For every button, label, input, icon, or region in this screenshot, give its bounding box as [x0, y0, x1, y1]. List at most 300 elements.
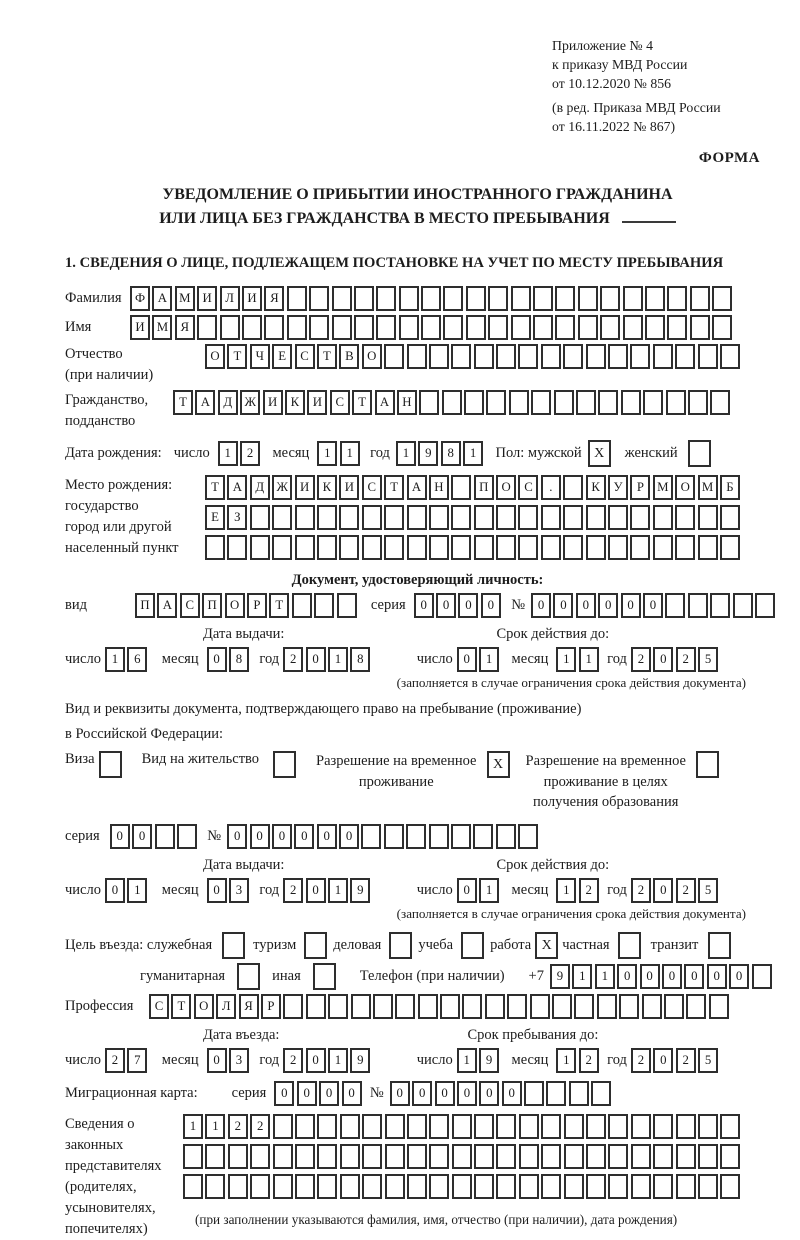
char-cell[interactable] — [698, 344, 718, 369]
char-cell[interactable] — [442, 390, 462, 415]
char-cell[interactable]: 7 — [127, 1048, 147, 1073]
char-cell[interactable] — [524, 1081, 544, 1106]
char-cell[interactable]: И — [307, 390, 327, 415]
char-cell[interactable]: Т — [269, 593, 289, 618]
char-cell[interactable] — [292, 593, 312, 618]
char-cell[interactable] — [317, 1174, 337, 1199]
char-cell[interactable]: И — [130, 315, 150, 340]
checkbox-male[interactable]: X — [588, 440, 611, 467]
char-cell[interactable] — [733, 593, 753, 618]
char-cell[interactable]: О — [675, 475, 695, 500]
char-cell[interactable] — [250, 535, 270, 560]
char-cell[interactable] — [555, 286, 575, 311]
char-cell[interactable]: 1 — [127, 878, 147, 903]
char-cell[interactable]: А — [227, 475, 247, 500]
char-cell[interactable]: Р — [630, 475, 650, 500]
char-cell[interactable] — [665, 593, 685, 618]
char-cell[interactable]: 1 — [556, 1048, 576, 1073]
char-cell[interactable] — [600, 315, 620, 340]
char-cell[interactable]: О — [194, 994, 214, 1019]
char-cell[interactable] — [451, 475, 471, 500]
char-cell[interactable] — [676, 1144, 696, 1169]
char-cell[interactable]: 0 — [729, 964, 749, 989]
char-cell[interactable] — [317, 505, 337, 530]
char-cell[interactable] — [676, 1114, 696, 1139]
char-cell[interactable] — [287, 286, 307, 311]
char-cell[interactable] — [376, 286, 396, 311]
char-cell[interactable]: 0 — [274, 1081, 294, 1106]
char-cell[interactable]: 1 — [328, 878, 348, 903]
char-cell[interactable]: П — [202, 593, 222, 618]
char-cell[interactable] — [272, 535, 292, 560]
char-cell[interactable] — [183, 1144, 203, 1169]
char-cell[interactable] — [586, 1144, 606, 1169]
char-cell[interactable]: 0 — [110, 824, 130, 849]
char-cell[interactable] — [407, 1114, 427, 1139]
char-cell[interactable]: Я — [175, 315, 195, 340]
char-cell[interactable] — [675, 505, 695, 530]
char-cell[interactable] — [373, 994, 393, 1019]
char-cell[interactable] — [283, 994, 303, 1019]
char-cell[interactable]: 0 — [458, 593, 478, 618]
char-cell[interactable] — [688, 593, 708, 618]
char-cell[interactable]: 2 — [283, 647, 303, 672]
char-cell[interactable] — [619, 994, 639, 1019]
char-cell[interactable] — [546, 1081, 566, 1106]
char-cell[interactable] — [541, 505, 561, 530]
char-cell[interactable] — [643, 390, 663, 415]
char-cell[interactable] — [486, 390, 506, 415]
char-cell[interactable] — [384, 824, 404, 849]
char-cell[interactable]: М — [698, 475, 718, 500]
char-cell[interactable] — [273, 1114, 293, 1139]
char-cell[interactable] — [474, 1174, 494, 1199]
char-cell[interactable] — [407, 505, 427, 530]
char-cell[interactable] — [496, 1174, 516, 1199]
char-cell[interactable]: 0 — [390, 1081, 410, 1106]
char-cell[interactable] — [509, 390, 529, 415]
char-cell[interactable] — [250, 1144, 270, 1169]
phone-cells[interactable] — [550, 964, 774, 989]
char-cell[interactable] — [488, 286, 508, 311]
char-cell[interactable] — [608, 1144, 628, 1169]
char-cell[interactable] — [328, 994, 348, 1019]
birth-year-cells[interactable] — [396, 441, 486, 466]
char-cell[interactable] — [488, 315, 508, 340]
doc-valid-month-cells[interactable] — [556, 647, 601, 672]
char-cell[interactable] — [399, 315, 419, 340]
char-cell[interactable]: 3 — [229, 878, 249, 903]
char-cell[interactable] — [339, 535, 359, 560]
char-cell[interactable] — [698, 505, 718, 530]
char-cell[interactable]: 1 — [457, 1048, 477, 1073]
char-cell[interactable]: 2 — [579, 1048, 599, 1073]
char-cell[interactable]: 0 — [306, 647, 326, 672]
char-cell[interactable] — [496, 1114, 516, 1139]
char-cell[interactable] — [474, 344, 494, 369]
char-cell[interactable]: Я — [264, 286, 284, 311]
char-cell[interactable] — [452, 1174, 472, 1199]
char-cell[interactable] — [530, 994, 550, 1019]
char-cell[interactable]: О — [205, 344, 225, 369]
char-cell[interactable] — [591, 1081, 611, 1106]
char-cell[interactable]: П — [474, 475, 494, 500]
char-cell[interactable]: З — [227, 505, 247, 530]
char-cell[interactable]: Ж — [240, 390, 260, 415]
char-cell[interactable] — [720, 344, 740, 369]
char-cell[interactable] — [653, 344, 673, 369]
char-cell[interactable]: 8 — [229, 647, 249, 672]
char-cell[interactable] — [351, 994, 371, 1019]
char-cell[interactable]: А — [157, 593, 177, 618]
char-cell[interactable] — [306, 994, 326, 1019]
mig-series-cells[interactable] — [274, 1081, 364, 1106]
doc-series-cells[interactable] — [414, 593, 504, 618]
char-cell[interactable] — [675, 535, 695, 560]
char-cell[interactable] — [205, 535, 225, 560]
stay-year-cells[interactable] — [631, 1048, 721, 1073]
char-cell[interactable]: С — [518, 475, 538, 500]
char-cell[interactable] — [183, 1174, 203, 1199]
char-cell[interactable]: 1 — [218, 441, 238, 466]
legal-reps-cells-row1[interactable] — [183, 1114, 743, 1139]
char-cell[interactable] — [473, 824, 493, 849]
char-cell[interactable] — [429, 824, 449, 849]
char-cell[interactable] — [287, 315, 307, 340]
char-cell[interactable]: М — [175, 286, 195, 311]
char-cell[interactable] — [518, 824, 538, 849]
char-cell[interactable] — [451, 344, 471, 369]
char-cell[interactable]: А — [152, 286, 172, 311]
char-cell[interactable] — [653, 535, 673, 560]
legal-reps-cells-row2[interactable] — [183, 1144, 743, 1169]
char-cell[interactable] — [563, 535, 583, 560]
checkbox-transit[interactable] — [708, 932, 731, 959]
char-cell[interactable]: И — [197, 286, 217, 311]
doc-valid-day-cells[interactable] — [457, 647, 502, 672]
char-cell[interactable]: 1 — [317, 441, 337, 466]
char-cell[interactable]: 1 — [479, 878, 499, 903]
char-cell[interactable] — [608, 535, 628, 560]
char-cell[interactable]: О — [225, 593, 245, 618]
char-cell[interactable]: 2 — [283, 1048, 303, 1073]
char-cell[interactable] — [429, 535, 449, 560]
char-cell[interactable] — [564, 1174, 584, 1199]
char-cell[interactable]: 0 — [653, 1048, 673, 1073]
birth-month-cells[interactable] — [317, 441, 362, 466]
char-cell[interactable] — [429, 1114, 449, 1139]
char-cell[interactable] — [519, 1174, 539, 1199]
char-cell[interactable] — [462, 994, 482, 1019]
char-cell[interactable] — [630, 344, 650, 369]
char-cell[interactable]: Р — [261, 994, 281, 1019]
char-cell[interactable] — [518, 505, 538, 530]
char-cell[interactable] — [690, 286, 710, 311]
char-cell[interactable] — [242, 315, 262, 340]
char-cell[interactable]: 0 — [414, 593, 434, 618]
doc-issue-year-cells[interactable] — [283, 647, 373, 672]
char-cell[interactable]: 0 — [207, 878, 227, 903]
char-cell[interactable] — [376, 315, 396, 340]
char-cell[interactable]: 1 — [205, 1114, 225, 1139]
char-cell[interactable] — [309, 286, 329, 311]
mig-number-cells[interactable] — [390, 1081, 614, 1106]
char-cell[interactable]: 0 — [227, 824, 247, 849]
char-cell[interactable] — [340, 1114, 360, 1139]
char-cell[interactable]: 1 — [340, 441, 360, 466]
char-cell[interactable]: 0 — [502, 1081, 522, 1106]
char-cell[interactable] — [676, 1174, 696, 1199]
char-cell[interactable] — [443, 286, 463, 311]
char-cell[interactable]: Т — [227, 344, 247, 369]
stay-day-cells[interactable] — [457, 1048, 502, 1073]
char-cell[interactable] — [451, 535, 471, 560]
char-cell[interactable]: 0 — [481, 593, 501, 618]
char-cell[interactable]: 0 — [294, 824, 314, 849]
char-cell[interactable]: 2 — [283, 878, 303, 903]
char-cell[interactable] — [250, 505, 270, 530]
char-cell[interactable]: 0 — [621, 593, 641, 618]
char-cell[interactable] — [406, 824, 426, 849]
checkbox-official[interactable] — [222, 932, 245, 959]
birth-day-cells[interactable] — [218, 441, 263, 466]
char-cell[interactable] — [631, 1144, 651, 1169]
char-cell[interactable]: Е — [272, 344, 292, 369]
char-cell[interactable] — [250, 1174, 270, 1199]
res-series-cells[interactable] — [110, 824, 200, 849]
char-cell[interactable] — [623, 286, 643, 311]
char-cell[interactable]: 0 — [435, 1081, 455, 1106]
char-cell[interactable]: С — [362, 475, 382, 500]
char-cell[interactable] — [608, 505, 628, 530]
char-cell[interactable] — [569, 1081, 589, 1106]
res-issue-day-cells[interactable] — [105, 878, 150, 903]
char-cell[interactable] — [384, 344, 404, 369]
char-cell[interactable] — [563, 475, 583, 500]
char-cell[interactable] — [295, 505, 315, 530]
entry-month-cells[interactable] — [207, 1048, 252, 1073]
char-cell[interactable] — [686, 994, 706, 1019]
char-cell[interactable] — [623, 315, 643, 340]
char-cell[interactable] — [511, 286, 531, 311]
char-cell[interactable]: 0 — [319, 1081, 339, 1106]
char-cell[interactable]: С — [149, 994, 169, 1019]
char-cell[interactable] — [552, 994, 572, 1019]
char-cell[interactable] — [496, 1144, 516, 1169]
char-cell[interactable] — [273, 1174, 293, 1199]
char-cell[interactable] — [354, 315, 374, 340]
char-cell[interactable]: 8 — [441, 441, 461, 466]
char-cell[interactable] — [752, 964, 772, 989]
char-cell[interactable] — [418, 994, 438, 1019]
char-cell[interactable]: Т — [384, 475, 404, 500]
char-cell[interactable]: И — [339, 475, 359, 500]
char-cell[interactable]: 0 — [317, 824, 337, 849]
char-cell[interactable]: 1 — [579, 647, 599, 672]
char-cell[interactable]: Ч — [250, 344, 270, 369]
char-cell[interactable] — [407, 1144, 427, 1169]
char-cell[interactable] — [340, 1174, 360, 1199]
char-cell[interactable] — [340, 1144, 360, 1169]
char-cell[interactable] — [354, 286, 374, 311]
char-cell[interactable]: 0 — [207, 647, 227, 672]
char-cell[interactable] — [452, 1114, 472, 1139]
char-cell[interactable]: Т — [171, 994, 191, 1019]
char-cell[interactable] — [645, 315, 665, 340]
char-cell[interactable] — [518, 535, 538, 560]
birthplace-cells-row2[interactable] — [205, 505, 742, 530]
char-cell[interactable] — [698, 1174, 718, 1199]
char-cell[interactable] — [720, 1114, 740, 1139]
char-cell[interactable]: Е — [205, 505, 225, 530]
char-cell[interactable]: Д — [218, 390, 238, 415]
char-cell[interactable] — [576, 390, 596, 415]
char-cell[interactable] — [533, 315, 553, 340]
char-cell[interactable] — [399, 286, 419, 311]
char-cell[interactable]: С — [330, 390, 350, 415]
char-cell[interactable] — [578, 286, 598, 311]
char-cell[interactable] — [598, 390, 618, 415]
char-cell[interactable]: 0 — [617, 964, 637, 989]
char-cell[interactable] — [653, 505, 673, 530]
char-cell[interactable] — [496, 824, 516, 849]
char-cell[interactable]: 2 — [631, 878, 651, 903]
char-cell[interactable] — [452, 1144, 472, 1169]
char-cell[interactable] — [511, 315, 531, 340]
char-cell[interactable] — [205, 1174, 225, 1199]
char-cell[interactable] — [429, 505, 449, 530]
char-cell[interactable] — [385, 1144, 405, 1169]
char-cell[interactable] — [273, 1144, 293, 1169]
char-cell[interactable] — [228, 1174, 248, 1199]
name-cells[interactable] — [130, 315, 735, 340]
char-cell[interactable] — [485, 994, 505, 1019]
stay-month-cells[interactable] — [556, 1048, 601, 1073]
char-cell[interactable] — [429, 1174, 449, 1199]
char-cell[interactable] — [621, 390, 641, 415]
char-cell[interactable]: 0 — [598, 593, 618, 618]
char-cell[interactable]: 1 — [572, 964, 592, 989]
res-number-cells[interactable] — [227, 824, 540, 849]
char-cell[interactable]: У — [608, 475, 628, 500]
char-cell[interactable]: 9 — [350, 878, 370, 903]
char-cell[interactable]: 0 — [339, 824, 359, 849]
char-cell[interactable] — [474, 535, 494, 560]
doc-issue-month-cells[interactable] — [207, 647, 252, 672]
char-cell[interactable]: 0 — [707, 964, 727, 989]
char-cell[interactable] — [421, 315, 441, 340]
char-cell[interactable]: 0 — [457, 647, 477, 672]
char-cell[interactable] — [698, 1114, 718, 1139]
char-cell[interactable]: 2 — [676, 647, 696, 672]
char-cell[interactable]: П — [135, 593, 155, 618]
res-valid-day-cells[interactable] — [457, 878, 502, 903]
char-cell[interactable] — [690, 315, 710, 340]
char-cell[interactable] — [466, 315, 486, 340]
char-cell[interactable] — [642, 994, 662, 1019]
char-cell[interactable] — [205, 1144, 225, 1169]
char-cell[interactable] — [407, 1174, 427, 1199]
res-issue-month-cells[interactable] — [207, 878, 252, 903]
checkbox-study[interactable] — [461, 932, 484, 959]
char-cell[interactable] — [362, 505, 382, 530]
char-cell[interactable] — [563, 344, 583, 369]
char-cell[interactable]: 0 — [412, 1081, 432, 1106]
char-cell[interactable] — [272, 505, 292, 530]
char-cell[interactable] — [755, 593, 775, 618]
res-issue-year-cells[interactable] — [283, 878, 373, 903]
char-cell[interactable]: 0 — [272, 824, 292, 849]
char-cell[interactable] — [295, 1114, 315, 1139]
doc-number-cells[interactable] — [531, 593, 777, 618]
char-cell[interactable] — [295, 535, 315, 560]
char-cell[interactable] — [541, 344, 561, 369]
char-cell[interactable] — [339, 505, 359, 530]
char-cell[interactable]: 0 — [640, 964, 660, 989]
char-cell[interactable]: О — [496, 475, 516, 500]
entry-year-cells[interactable] — [283, 1048, 373, 1073]
char-cell[interactable]: 0 — [297, 1081, 317, 1106]
char-cell[interactable]: 2 — [631, 1048, 651, 1073]
char-cell[interactable] — [709, 994, 729, 1019]
char-cell[interactable]: С — [295, 344, 315, 369]
char-cell[interactable] — [155, 824, 175, 849]
entry-day-cells[interactable] — [105, 1048, 150, 1073]
char-cell[interactable] — [332, 286, 352, 311]
char-cell[interactable] — [295, 1144, 315, 1169]
char-cell[interactable] — [563, 505, 583, 530]
char-cell[interactable]: 1 — [328, 647, 348, 672]
char-cell[interactable]: 2 — [228, 1114, 248, 1139]
char-cell[interactable]: 2 — [250, 1114, 270, 1139]
char-cell[interactable] — [474, 1114, 494, 1139]
checkbox-residence-permit[interactable] — [273, 751, 296, 778]
char-cell[interactable] — [541, 1174, 561, 1199]
char-cell[interactable]: 2 — [105, 1048, 125, 1073]
char-cell[interactable] — [720, 1144, 740, 1169]
char-cell[interactable]: Л — [220, 286, 240, 311]
char-cell[interactable]: М — [152, 315, 172, 340]
char-cell[interactable] — [630, 505, 650, 530]
char-cell[interactable] — [720, 535, 740, 560]
char-cell[interactable] — [443, 315, 463, 340]
char-cell[interactable] — [362, 1174, 382, 1199]
char-cell[interactable]: 1 — [183, 1114, 203, 1139]
char-cell[interactable] — [554, 390, 574, 415]
char-cell[interactable]: В — [339, 344, 359, 369]
char-cell[interactable] — [667, 286, 687, 311]
char-cell[interactable]: 0 — [576, 593, 596, 618]
char-cell[interactable] — [295, 1174, 315, 1199]
char-cell[interactable]: К — [317, 475, 337, 500]
char-cell[interactable]: 2 — [676, 878, 696, 903]
char-cell[interactable] — [541, 1114, 561, 1139]
char-cell[interactable] — [317, 535, 337, 560]
char-cell[interactable] — [519, 1144, 539, 1169]
profession-cells[interactable] — [149, 994, 731, 1019]
birthplace-cells-row3[interactable] — [205, 535, 742, 560]
char-cell[interactable] — [653, 1114, 673, 1139]
checkbox-temp-permit[interactable]: X — [487, 751, 510, 778]
char-cell[interactable]: 6 — [127, 647, 147, 672]
char-cell[interactable]: 0 — [531, 593, 551, 618]
char-cell[interactable]: 0 — [553, 593, 573, 618]
doc-valid-year-cells[interactable] — [631, 647, 721, 672]
char-cell[interactable] — [451, 505, 471, 530]
char-cell[interactable]: 0 — [306, 1048, 326, 1073]
char-cell[interactable] — [264, 315, 284, 340]
char-cell[interactable] — [361, 824, 381, 849]
